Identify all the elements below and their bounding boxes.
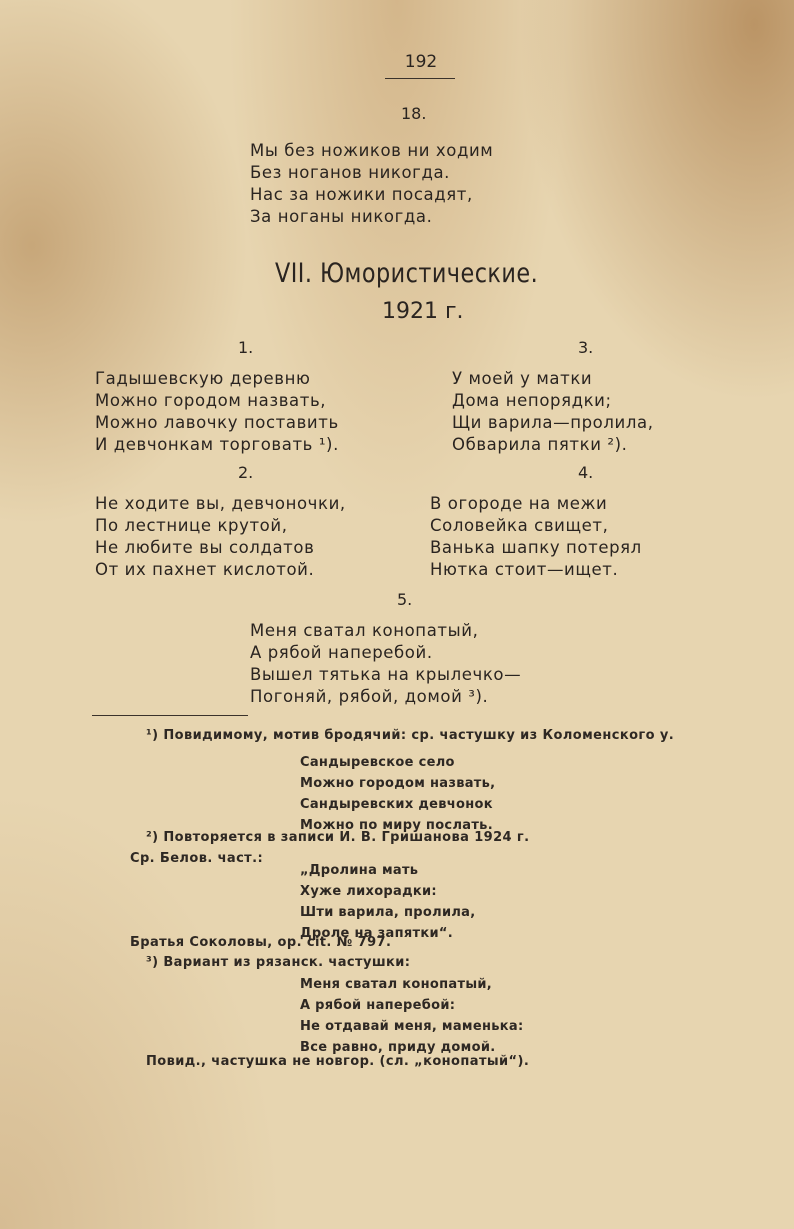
verse-line: Мы без ножиков ни ходим	[250, 141, 494, 160]
footnote-verse-line: Меня сватал конопатый,	[300, 977, 493, 992]
verse-line: Дома непорядки;	[452, 391, 612, 410]
footnote-verse-line: Сандыревское село	[300, 755, 455, 770]
item-number: 5.	[397, 590, 413, 609]
page-number-rule	[385, 78, 455, 79]
footnote-verse-line: Можно по миру послать.	[300, 818, 493, 833]
item-number: 4.	[578, 463, 594, 482]
footnote-3: ³) Вариант из рязанск. частушки:	[146, 955, 411, 970]
footnote-verse-line: Не отдавай меня, маменька:	[300, 1019, 524, 1034]
verse-line: Щи варила—пролила,	[452, 413, 654, 432]
footnote-verse-line: Хуже лихорадки:	[300, 884, 437, 899]
footnote-verse-line: Сандыревских девчонок	[300, 797, 493, 812]
verse-line: Нютка стоит—ищет.	[430, 560, 619, 579]
verse-line: Не ходите вы, девчоночки,	[95, 494, 346, 513]
page-number: 192	[404, 52, 438, 72]
verse-line: А рябой наперебой.	[250, 643, 433, 662]
verse-line: Соловейка свищет,	[430, 516, 609, 535]
footnote-verse-line: А рябой наперебой:	[300, 998, 456, 1013]
verse-line: Гадышевскую деревню	[95, 369, 311, 388]
verse-line: Погоняй, рябой, домой ³).	[250, 687, 489, 706]
verse-line: Не любите вы солдатов	[95, 538, 315, 557]
item-number: 2.	[238, 463, 254, 482]
verse-line: От их пахнет кислотой.	[95, 560, 315, 579]
item-number: 1.	[238, 338, 254, 357]
verse-line: Обварила пятки ²).	[452, 435, 628, 454]
verse-line: У моей у матки	[452, 369, 593, 388]
footnote-3-note: Повид., частушка не новгор. (сл. „конопатый“).	[146, 1054, 530, 1069]
verse-line: Вышел тятька на крылечко—	[250, 665, 522, 684]
footnote-1: ¹) Повидимому, мотив бродячий: ср. частушку из Коломенского у.	[146, 728, 675, 743]
section-year: 1921 г.	[382, 299, 464, 324]
footnote-verse-line: Шти варила, пролила,	[300, 905, 476, 920]
verse-line: Нас за ножики посадят,	[250, 185, 473, 204]
verse-line: Можно лавочку поставить	[95, 413, 339, 432]
verse-line: За ноганы никогда.	[250, 207, 433, 226]
item-number: 3.	[578, 338, 594, 357]
footnote-verse-line: Дроле на запятки“.	[300, 926, 453, 941]
verse-line: По лестнице крутой,	[95, 516, 288, 535]
verse-line: Без ноганов никогда.	[250, 163, 451, 182]
footnote-2-cont: Ср. Белов. част.:	[130, 851, 264, 866]
section-title: VII. Юмористические.	[275, 258, 539, 289]
item-number: 18.	[401, 104, 427, 123]
verse-line: Ванька шапку потерял	[430, 538, 642, 557]
footnote-verse-line: Все равно, приду домой.	[300, 1040, 496, 1055]
footnote-verse-line: Можно городом назвать,	[300, 776, 496, 791]
verse-line: В огороде на межи	[430, 494, 608, 513]
footnote-2: ²) Повторяется в записи И. В. Гришанова 1924 г.	[146, 830, 530, 845]
footnote-2-source: Братья Соколовы, ор. cit. № 797.	[130, 935, 392, 950]
footnote-rule	[92, 715, 248, 716]
footnote-verse-line: „Дролина мать	[300, 863, 419, 878]
verse-line: И девчонкам торговать ¹).	[95, 435, 339, 454]
verse-line: Можно городом назвать,	[95, 391, 327, 410]
verse-line: Меня сватал конопатый,	[250, 621, 479, 640]
